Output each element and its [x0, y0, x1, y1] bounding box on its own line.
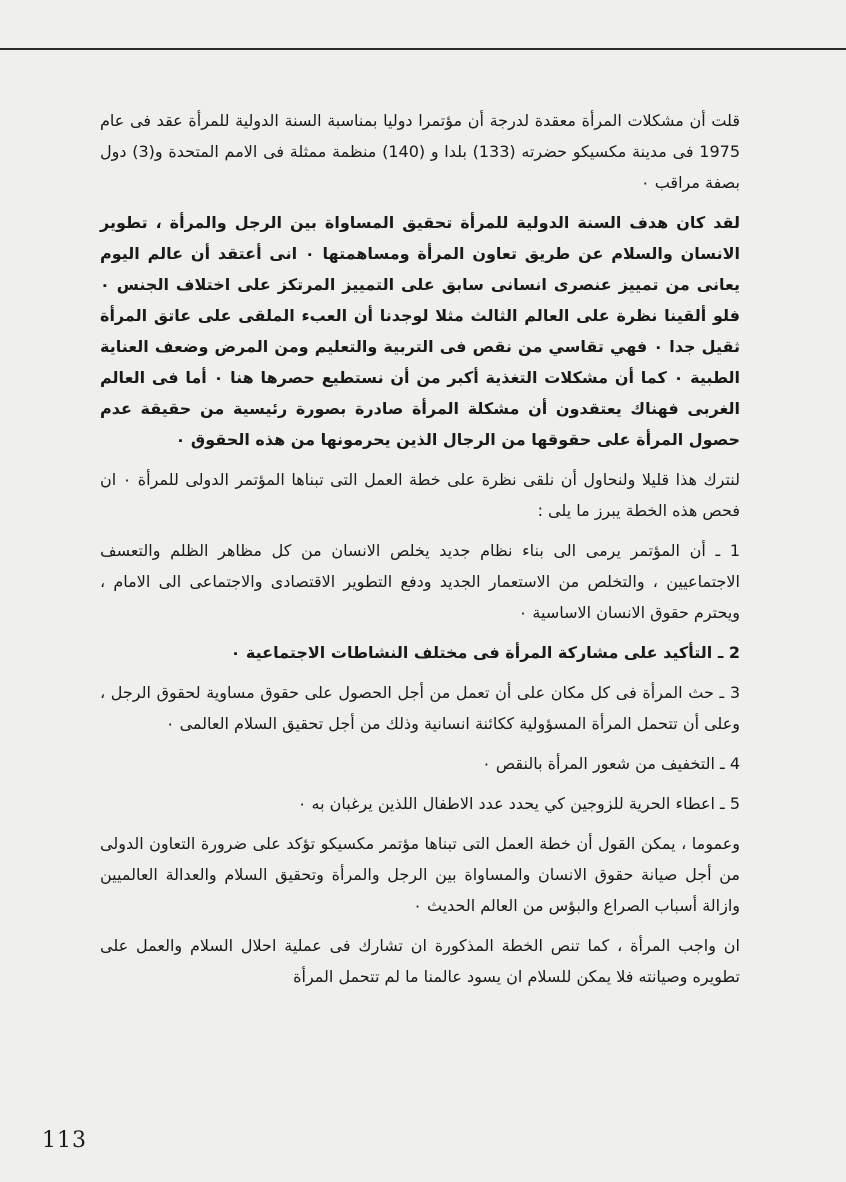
paragraph-plan-intro: لنترك هذا قليلا ولنحاول أن نلقى نظرة على خطة العمل التى تبناها المؤتمر الدولى للمرأة ٠ ان فحص هذه الخطة يبرز ما يلى :	[100, 470, 740, 520]
paragraph-summary: وعموما ، يمكن القول أن خطة العمل التى تبناها مؤتمر مكسيكو تؤكد على ضرورة التعاون الدولى من أجل صيانة حقوق الانسان والمساواة بين الرجل والمرأة وتحقيق السلام والعدالة العالميين وازالة أسباب الصراع والبؤس من العالم الحديث ٠	[100, 834, 740, 915]
top-rule	[0, 48, 846, 50]
paragraph-duty: ان واجب المرأة ، كما تنص الخطة المذكورة ان تشارك فى عملية احلال السلام والعمل على تطويره وصيانته فلا يمكن للسلام ان يسود عالمنا ما لم تتحمل المرأة	[100, 936, 740, 986]
paragraph-year-goal: لقد كان هدف السنة الدولية للمرأة تحقيق المساواة بين الرجل والمرأة ، تطوير الانسان والسلام عن طريق تعاون المرأة ومساهمتها ٠ انى أعتقد أن عالم اليوم يعانى من تمييز عنصرى انسانى سابق على التمييز المرتكز على اختلاف الجنس ٠ فلو ألقينا نظرة على العالم الثالث مثلا لوجدنا أن العبء الملقى على عاتق المرأة ثقيل جدا ٠ فهي تقاسي من نقص فى التربية والتعليم ومن المرض وضعف العناية الطبية ٠ كما أن مشكلات التغذية أكبر من أن نستطيع حصرها هنا ٠ أما فى العالم الغربى فهناك يعتقدون أن مشكلة المرأة صادرة بصورة رئيسية من حقيقة عدم حصول المرأة على حقوقها من الرجال الذين يحرمونها من هذه الحقوق ٠	[100, 213, 741, 449]
list-item-4: 4 ـ التخفيف من شعور المرأة بالنقص ٠	[482, 754, 740, 773]
list-item-1: 1 ـ أن المؤتمر يرمى الى بناء نظام جديد يخلص الانسان من كل مظاهر الظلم والتعسف الاجتماعيين ، والتخلص من الاستعمار الجديد ودفع التطوير الاقتصادى والاجتماعى الى الامام ، ويحترم حقوق الانسان الاساسية ٠	[100, 541, 740, 622]
list-item-2: 2 ـ التأكيد على مشاركة المرأة فى مختلف النشاطات الاجتماعية ٠	[230, 643, 740, 662]
page-number: 113	[42, 1128, 87, 1153]
paragraph-intro: قلت أن مشكلات المرأة معقدة لدرجة أن مؤتمرا دوليا بمناسبة السنة الدولية للمرأة عقد فى عام 1975 فى مدينة مكسيكو حضرته (133) بلدا و (140) منظمة ممثلة فى الامم المتحدة و(3) دول بصفة مراقب ٠	[100, 111, 741, 192]
page-body	[100, 105, 740, 1001]
list-item-5: 5 ـ اعطاء الحرية للزوجين كي يحدد عدد الاطفال اللذين يرغبان به ٠	[297, 794, 740, 813]
list-item-3: 3 ـ حث المرأة فى كل مكان على أن تعمل من أجل الحصول على حقوق مساوية لحقوق الرجل ، وعلى أن تتحمل المرأة المسؤولية ككائنة انسانية وذلك من أجل تحقيق السلام العالمى ٠	[100, 683, 740, 733]
